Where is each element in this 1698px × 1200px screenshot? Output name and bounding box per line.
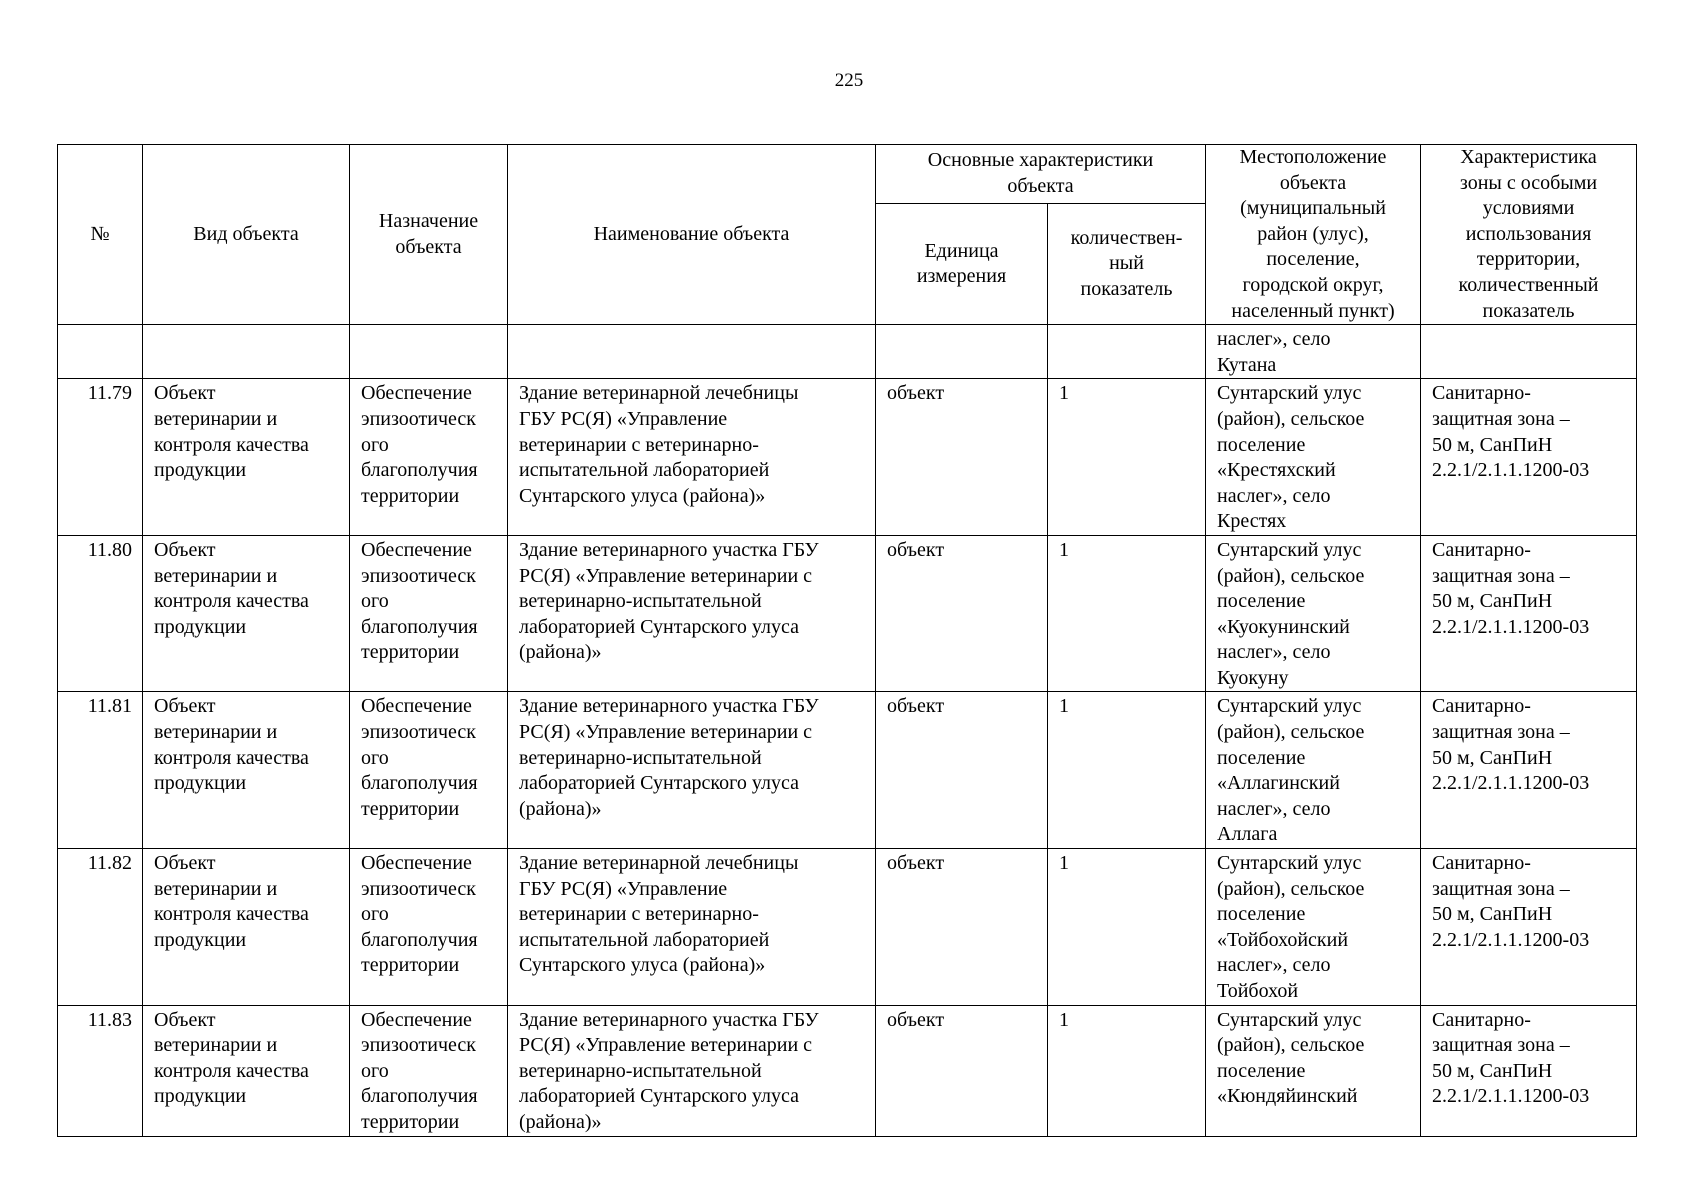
- cell-zone: Санитарно- защитная зона – 50 м, СанПиН 2.2.1/2.1.1.1200-03: [1421, 849, 1637, 1006]
- table-row: [58, 1005, 1637, 1136]
- table-body: [58, 325, 1637, 1136]
- cell-object-name: Здание ветеринарной лечебницы ГБУ РС(Я) «Управление ветеринарии с ветеринарно- испытательной лабораторией Сунтарского улуса (района)»: [508, 849, 876, 1006]
- table-row: [58, 849, 1637, 1006]
- cell-unit: объект: [876, 692, 1048, 849]
- cell-location: Сунтарский улус (район), сельское поселение «Тойбохойский наслег», село Тойбохой: [1206, 849, 1421, 1006]
- cell-object-type: Объект ветеринарии и контроля качества продукции: [143, 849, 350, 1006]
- cell-object-name: Здание ветеринарного участка ГБУ РС(Я) «Управление ветеринарии с ветеринарно-испытательной лабораторией Сунтарского улуса (района)»: [508, 535, 876, 692]
- page-number: 225: [834, 70, 864, 91]
- cell-unit: объект: [876, 1005, 1048, 1136]
- table-header: [58, 145, 1637, 325]
- header-purpose: Назначение объекта: [350, 145, 508, 325]
- cell-num: 11.81: [58, 692, 143, 849]
- cell-location: Сунтарский улус (район), сельское поселение «Крестяхский наслег», село Крестях: [1206, 379, 1421, 536]
- cell-num: 11.80: [58, 535, 143, 692]
- cell-quantity: 1: [1048, 849, 1206, 1006]
- cell-object-type: Объект ветеринарии и контроля качества продукции: [143, 692, 350, 849]
- cell-object-type: [143, 325, 350, 379]
- cell-object-type: Объект ветеринарии и контроля качества продукции: [143, 1005, 350, 1136]
- cell-num: 11.79: [58, 379, 143, 536]
- cell-num: 11.83: [58, 1005, 143, 1136]
- cell-num: 11.82: [58, 849, 143, 1006]
- cell-unit: объект: [876, 379, 1048, 536]
- continuation-row: [58, 325, 1637, 379]
- cell-quantity: 1: [1048, 379, 1206, 536]
- cell-zone: Санитарно- защитная зона – 50 м, СанПиН 2.2.1/2.1.1.1200-03: [1421, 535, 1637, 692]
- cell-object-name: Здание ветеринарной лечебницы ГБУ РС(Я) «Управление ветеринарии с ветеринарно- испытательной лабораторией Сунтарского улуса (района)»: [508, 379, 876, 536]
- cell-purpose: Обеспечение эпизоотическ ого благополучия территории: [350, 849, 508, 1006]
- cell-location: Сунтарский улус (район), сельское поселение «Кюндяйинский: [1206, 1005, 1421, 1136]
- table-row: [58, 379, 1637, 536]
- cell-purpose: Обеспечение эпизоотическ ого благополучия территории: [350, 692, 508, 849]
- cell-purpose: Обеспечение эпизоотическ ого благополучия территории: [350, 535, 508, 692]
- cell-unit: [876, 325, 1048, 379]
- table-row: [58, 692, 1637, 849]
- cell-location: наслег», село Кутана: [1206, 325, 1421, 379]
- cell-object-type: Объект ветеринарии и контроля качества продукции: [143, 379, 350, 536]
- cell-zone: Санитарно- защитная зона – 50 м, СанПиН 2.2.1/2.1.1.1200-03: [1421, 692, 1637, 849]
- cell-unit: объект: [876, 849, 1048, 1006]
- cell-object-name: Здание ветеринарного участка ГБУ РС(Я) «Управление ветеринарии с ветеринарно-испытательной лабораторией Сунтарского улуса (района)»: [508, 692, 876, 849]
- header-zone: Характеристика зоны с особыми условиями использования территории, количественный показатель: [1421, 145, 1637, 325]
- cell-object-type: Объект ветеринарии и контроля качества продукции: [143, 535, 350, 692]
- header-object-name: Наименование объекта: [508, 145, 876, 325]
- objects-table: [57, 144, 1637, 1137]
- cell-unit: объект: [876, 535, 1048, 692]
- cell-quantity: 1: [1048, 1005, 1206, 1136]
- cell-purpose: Обеспечение эпизоотическ ого благополучия территории: [350, 379, 508, 536]
- cell-quantity: 1: [1048, 692, 1206, 849]
- header-num: №: [58, 145, 143, 325]
- cell-zone: Санитарно- защитная зона – 50 м, СанПиН 2.2.1/2.1.1.1200-03: [1421, 1005, 1637, 1136]
- header-unit: Единица измерения: [876, 204, 1048, 325]
- cell-object-name: [508, 325, 876, 379]
- header-object-type: Вид объекта: [143, 145, 350, 325]
- cell-zone: [1421, 325, 1637, 379]
- cell-location: Сунтарский улус (район), сельское поселение «Куокунинский наслег», село Куокуну: [1206, 535, 1421, 692]
- cell-object-name: Здание ветеринарного участка ГБУ РС(Я) «Управление ветеринарии с ветеринарно-испытательной лабораторией Сунтарского улуса (района)»: [508, 1005, 876, 1136]
- header-location: Местоположение объекта (муниципальный район (улус), поселение, городской округ, населенный пункт): [1206, 145, 1421, 325]
- header-quantity: количествен- ный показатель: [1048, 204, 1206, 325]
- header-row-top: [58, 145, 1637, 204]
- header-main-characteristics: Основные характеристики объекта: [876, 145, 1206, 204]
- table-row: [58, 535, 1637, 692]
- cell-num: [58, 325, 143, 379]
- cell-location: Сунтарский улус (район), сельское поселение «Аллагинский наслег», село Аллага: [1206, 692, 1421, 849]
- cell-quantity: 1: [1048, 535, 1206, 692]
- cell-quantity: [1048, 325, 1206, 379]
- cell-purpose: [350, 325, 508, 379]
- cell-purpose: Обеспечение эпизоотическ ого благополучия территории: [350, 1005, 508, 1136]
- cell-zone: Санитарно- защитная зона – 50 м, СанПиН 2.2.1/2.1.1.1200-03: [1421, 379, 1637, 536]
